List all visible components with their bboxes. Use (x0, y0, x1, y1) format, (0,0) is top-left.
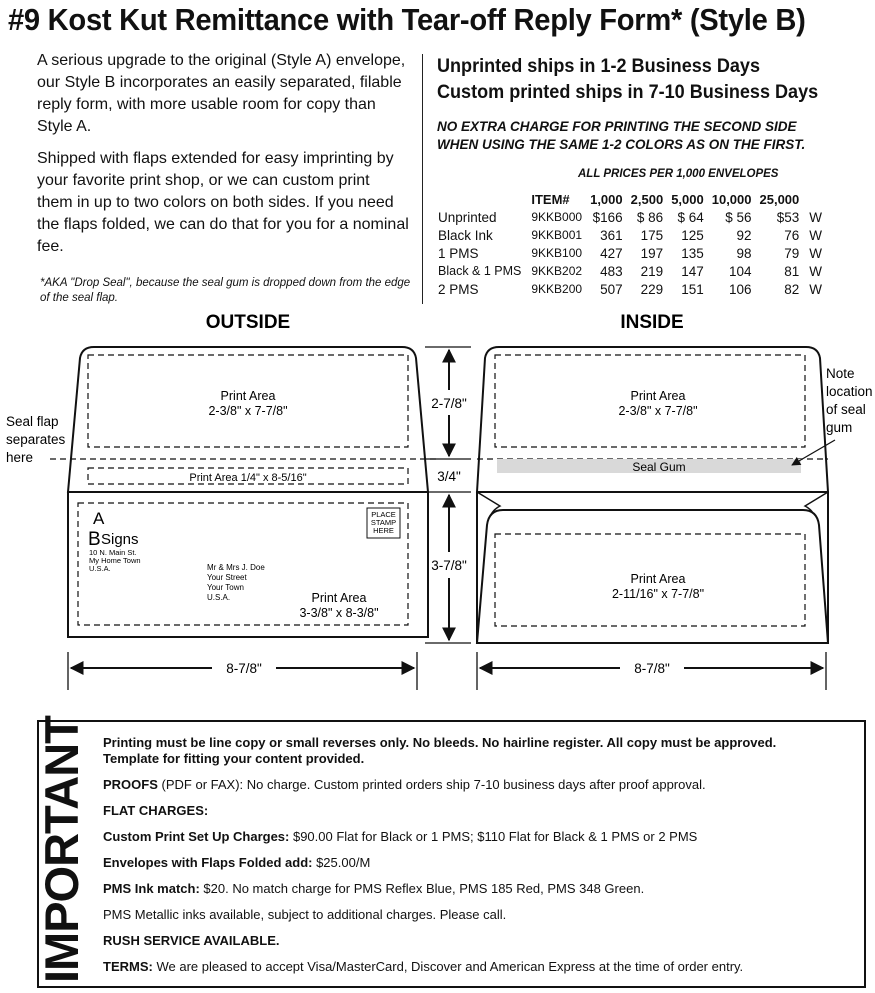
header-item: ITEM# (531, 191, 570, 207)
row-price: 81 (784, 263, 800, 279)
row-price: 151 (681, 281, 704, 297)
width-dimensions (68, 652, 826, 690)
row-name: Unprinted (438, 209, 497, 225)
seal-flap-note: Seal flap (6, 414, 59, 429)
flat-charges-heading: FLAT CHARGES: (103, 803, 209, 818)
rush-service-line: RUSH SERVICE AVAILABLE. (103, 933, 280, 948)
row-w: W (809, 209, 823, 225)
inside-label: INSIDE (620, 312, 684, 333)
print-requirements: Printing must be line copy or small reverses only. No bleeds. No hairline register. All copy must be approved. (103, 735, 777, 750)
dim-width-inside: 8-7/8" (634, 661, 670, 676)
row-price: 82 (784, 281, 800, 297)
header-qty: 10,000 (711, 191, 752, 207)
header-qty: 5,000 (671, 191, 704, 207)
terms-line: TERMS: We are pleased to accept Visa/MasterCard, Discover and American Express at the time of order entry. (103, 959, 744, 974)
outside-body-area-size: 3-3/8" x 8-3/8" (299, 606, 379, 620)
table-row (434, 244, 826, 262)
row-price: 197 (640, 245, 664, 261)
logo-letter-b: B (88, 529, 101, 550)
outside-label: OUTSIDE (205, 312, 291, 333)
dim-height-mid: 3/4" (437, 469, 461, 484)
footnote: *AKA "Drop Seal", because the seal gum is dropped down from the edge of the seal flap. (40, 277, 411, 304)
row-price: 76 (784, 227, 800, 243)
recipient-address-line: U.S.A. (207, 593, 231, 602)
inside-body-area-size: 2-11/16" x 7-7/8" (611, 587, 705, 601)
inside-flap-area-size: 2-3/8" x 7-7/8" (618, 404, 698, 418)
row-item: 9KKB100 (531, 246, 583, 260)
row-item: 9KKB202 (531, 264, 583, 278)
table-row (434, 262, 826, 280)
row-price: 483 (600, 263, 623, 279)
row-price: 507 (600, 281, 623, 297)
outside-strip-area-label: Print Area 1/4" x 8-5/16" (189, 472, 307, 484)
row-item: 9KKB001 (531, 228, 583, 242)
seal-gum-location-note: location (826, 384, 873, 399)
row-price: 219 (640, 263, 664, 279)
dim-height-bottom: 3-7/8" (431, 558, 467, 573)
seal-gum-location-note: Note (826, 366, 855, 381)
row-price: $53 (776, 209, 800, 225)
row-price: 104 (728, 263, 752, 279)
dim-height-top: 2-7/8" (431, 396, 467, 411)
important-heading: IMPORTANT (35, 716, 88, 983)
no-charge-line-1: NO EXTRA CHARGE FOR PRINTING THE SECOND SIDE (437, 119, 797, 134)
template-note: Template for fitting your content provided. (103, 751, 365, 766)
seal-gum-label: Seal Gum (632, 460, 686, 474)
intro-paragraph-1: A serious upgrade to the original (Style A) envelope, our Style B incorporates an easily separated, filable reply form, with more usable room for copy than Style A. (37, 52, 406, 135)
price-table-header (434, 190, 826, 208)
height-dimensions (425, 347, 471, 643)
inside-body-area-label: Print Area (630, 572, 686, 586)
row-w: W (809, 281, 823, 297)
row-price: 98 (736, 245, 752, 261)
flaps-folded-line: Envelopes with Flaps Folded add: $25.00/M (103, 855, 371, 870)
stamp-text: HERE (373, 526, 394, 535)
row-price: 135 (681, 245, 704, 261)
row-name: 1 PMS (438, 245, 479, 261)
inside-envelope (477, 347, 828, 643)
logo-letter-a: A (93, 509, 105, 528)
intro-text (37, 50, 409, 268)
stamp-text: PLACE (371, 510, 396, 519)
pms-match-line: PMS Ink match: $20. No match charge for PMS Reflex Blue, PMS 185 Red, PMS 348 Green. (103, 881, 645, 896)
outside-body-area-label: Print Area (311, 591, 367, 605)
shipping-info (437, 54, 818, 106)
return-address-line: U.S.A. (89, 564, 111, 573)
row-price: 175 (640, 227, 664, 243)
header-qty: 25,000 (759, 191, 800, 207)
row-price: 147 (681, 263, 704, 279)
row-w: W (809, 227, 823, 243)
row-price: $ 86 (636, 209, 664, 225)
row-price: 79 (784, 245, 800, 261)
custom-ship-time: Custom printed ships in 7-10 Business Days (437, 82, 819, 103)
row-name: Black & 1 PMS (438, 264, 522, 278)
outside-flap-area-label: Print Area (220, 389, 276, 403)
row-w: W (809, 263, 823, 279)
row-price: 125 (681, 227, 704, 243)
envelope-diagram (0, 300, 875, 710)
metallic-inks-line: PMS Metallic inks available, subject to additional charges. Please call. (103, 907, 507, 922)
column-divider (422, 54, 423, 304)
logo-wordmark: Signs (101, 531, 139, 548)
inside-flap-area-label: Print Area (630, 389, 686, 403)
row-price: 361 (600, 227, 623, 243)
row-name: Black Ink (438, 227, 493, 243)
table-row (434, 208, 826, 226)
row-price: 92 (736, 227, 752, 243)
row-price: $ 56 (725, 209, 752, 225)
outside-envelope (50, 347, 440, 637)
seal-gum-location-note: of seal (826, 402, 866, 417)
no-extra-charge-note (437, 118, 805, 154)
seal-flap-note: separates (6, 432, 66, 447)
unprinted-ship-time: Unprinted ships in 1-2 Business Days (437, 56, 760, 77)
header-qty: 2,500 (630, 191, 664, 207)
table-row (434, 280, 826, 298)
price-table-title: ALL PRICES PER 1,000 ENVELOPES (578, 168, 779, 180)
row-price: $ 64 (677, 209, 704, 225)
page-title: #9 Kost Kut Remittance with Tear-off Reply Form* (Style B) (8, 2, 806, 37)
outside-flap-area-size: 2-3/8" x 7-7/8" (208, 404, 288, 418)
row-item: 9KKB200 (531, 282, 583, 296)
return-address-line: 10 N. Main St. (89, 548, 137, 557)
price-table (434, 190, 826, 298)
recipient-address-line: Your Town (207, 583, 244, 592)
stamp-text: STAMP (370, 518, 397, 527)
recipient-address-line: Your Street (207, 573, 247, 582)
seal-gum-location-note: gum (826, 420, 853, 435)
dim-width-outside: 8-7/8" (226, 661, 262, 676)
row-item: 9KKB000 (531, 210, 583, 224)
row-price: 106 (728, 281, 752, 297)
setup-charges-line: Custom Print Set Up Charges: $90.00 Flat for Black or 1 PMS; $110 Flat for Black & 1 PMS or 2 PMS (103, 829, 698, 844)
intro-paragraph-2: Shipped with flaps extended for easy imprinting by your favorite print shop, or we can custom print them in up to two colors on both sides. If you need the flaps folded, we can do that for you for a nominal fee. (37, 150, 409, 255)
seal-flap-note: here (6, 450, 34, 465)
row-price: 229 (640, 281, 664, 297)
proofs-line: PROOFS (PDF or FAX): No charge. Custom printed orders ship 7-10 business days after proof approval. (103, 777, 706, 792)
important-details (103, 735, 853, 975)
recipient-address-line: Mr & Mrs J. Doe (207, 563, 265, 572)
table-row (434, 226, 826, 244)
row-name: 2 PMS (438, 281, 479, 297)
return-address-line: My Home Town (89, 556, 141, 565)
row-w: W (809, 245, 823, 261)
row-price: $166 (592, 209, 623, 225)
header-qty: 1,000 (590, 191, 623, 207)
row-price: 427 (600, 245, 623, 261)
no-charge-line-2: WHEN USING THE SAME 1-2 COLORS AS ON THE FIRST. (437, 137, 806, 152)
